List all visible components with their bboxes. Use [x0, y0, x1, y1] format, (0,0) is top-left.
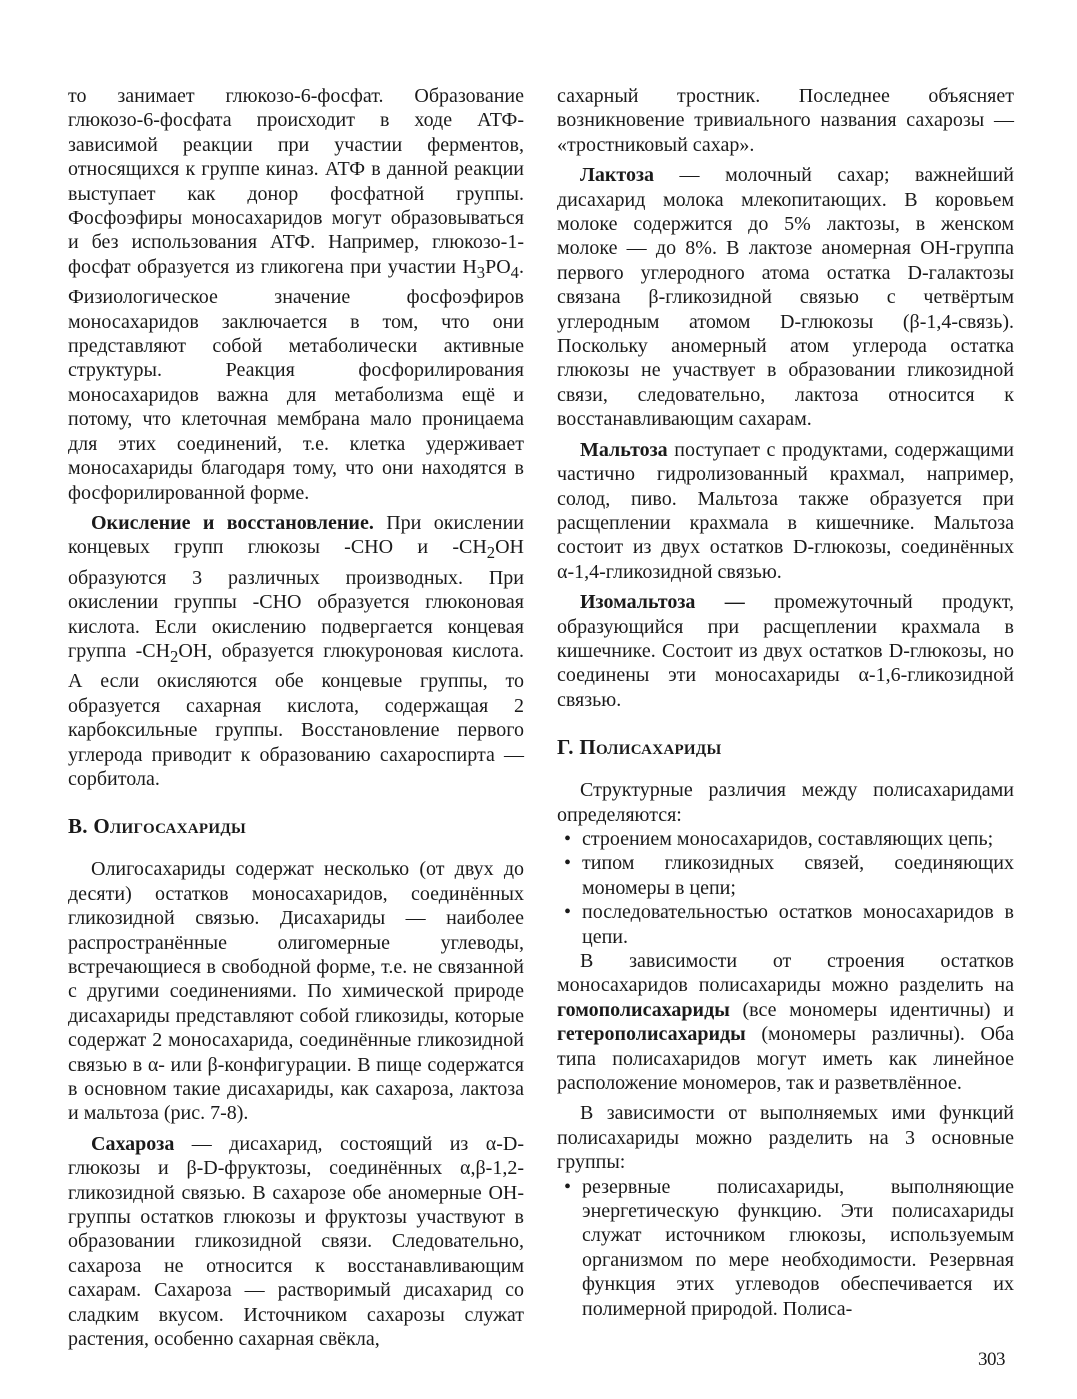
paragraph: то занимает глюкозо-6-фосфат. Образование глюкозо-6-фосфата происходит в ходе АТФ-зависимой реакции при участии ферментов, относящихся к группе киназ. АТФ в данной реакции выступает как донор фосфатной группы. Фосфоэфиры моносахаридов могут образовываться и без использования АТФ. Например, глюкозо-1-фосфат образуется из гликогена при участии $H_3PO_4$. Физиологическое значение фосфоэфиров моносахаридов заключается в том, что они представляют собой метаболически активные структуры. Реакция фосфорилирования моносахаридов важна для метаболизма ещё и потому, что клеточная мембрана мало проницаема для этих соединений, т.е. клетка удерживает моносахариды благодаря тому, что они находятся в фосфорилированной форме. [68, 85, 524, 504]
paragraph: Окисление и восстановление. При окислении концевых групп глюкозы -СНО и $-СН_2ОН$ образуются 3 различных производных. При окислении группы -СНО образуется глюконовая кислота. Если окислению подвергается концевая группа $-СН_2ОН$, образуется глюкуроновая кислота. А если окисляются обе концевые группы, то образуется сахарная кислота, содержащая 2 карбоксильные группы. Восстановление первого углерода приводит к образованию сахароспирта — сорбитола. [68, 511, 524, 790]
paragraph: Мальтоза поступает с продуктами, содержащими частично гидролизованный крахмал, например, солод, пиво. Мальтоза также образуется при расщеплении крахмала в кишечнике. Мальтоза состоит из двух остатков D-глюкозы, соединённых α-1,4-гликозидной связью. [557, 438, 1014, 583]
right-column [557, 84, 1014, 1321]
term: Изомальтоза — [580, 591, 745, 614]
term: Окисление и восстановление. [91, 511, 374, 534]
list-item: • типом гликозидных связей, соединяющих мономеры в цепи; [557, 851, 1014, 900]
term: Лактоза [580, 164, 655, 187]
list-item: • резервные полисахариды, выполняющие энергетическую функцию. Эти полисахариды служат источником глюкозы, используемым организмом по мере необходимости. Резервная функция этих углеводов обеспечивается их полимерной природой. Полиса- [557, 1175, 1014, 1321]
list-item: • строением моносахаридов, составляющих цепь; [557, 827, 1014, 851]
paragraph: Лактоза — молочный сахар; важнейший дисахарид молока млекопитающих. В коровьем молоке содержится до 5% лактозы, в женском молоке — до 8%. В лактозе аномерная ОН-группа первого углеродного атома остатка D-галактозы связана β-гликозидной связью с четвёртым углеродным атомом D-глюкозы (β-1,4-связь). Поскольку аномерный атом углерода остатка глюкозы не участвует в образовании гликозидной связи, следовательно, лактоза относится к восстанавливающим сахарам. [557, 164, 1014, 431]
term: Мальтоза [580, 438, 668, 461]
bullet-list [557, 827, 1014, 949]
bullet-list [557, 1175, 1014, 1321]
section-heading: Г. Полисахариды [557, 735, 722, 760]
page-number: 303 [978, 1349, 1005, 1370]
paragraph: В зависимости от строения остатков моносахаридов полисахариды можно разделить на гомополисахариды (все мономеры идентичны) и гетерополисахариды (мономеры различны). Оба типа полисахаридов могут иметь как линейное расположение мономеров, так и разветвлённое. [557, 950, 1014, 1095]
paragraph: В зависимости от выполняемых ими функций полисахариды можно разделить на 3 основные группы: [557, 1102, 1014, 1174]
term: гетерополисахариды [557, 1023, 746, 1046]
term: гомополисахариды [557, 998, 730, 1021]
term: Сахароза [91, 1132, 175, 1155]
paragraph: сахарный тростник. Последнее объясняет возникновение тривиального названия сахарозы — «тростниковый сахар». [557, 85, 1014, 156]
paragraph: Сахароза — дисахарид, состоящий из α-D-глюкозы и β-D-фруктозы, соединённых α,β-1,2-гликозидной связью. В сахарозе обе аномерные ОН-группы остатков глюкозы и фруктозы участвуют в образовании гликозидной связи. Следовательно, сахароза не относится к восстанавливающим сахарам. Сахароза — растворимый дисахарид со сладким вкусом. Источником сахарозы служат растения, особенно сахарная свёкла, [68, 1132, 524, 1351]
left-column [68, 84, 524, 1352]
section-heading: В. Олигосахариды [68, 814, 246, 839]
paragraph: Олигосахариды содержат несколько (от двух до десяти) остатков моносахаридов, соединённых гликозидной связью. Дисахариды — наиболее распространённые олигомерные углеводы, встречающиеся в свободной форме, т.е. не связанной с другими соединениями. По химической природе дисахариды представляют собой гликозиды, которые содержат 2 моносахарида, соединённые гликозидной связью в α- или β-конфигурации. В пище содержатся в основном такие дисахариды, как сахароза, лактоза и мальтоза (рис. 7-8). [68, 858, 524, 1125]
list-item: • последовательностью остатков моносахаридов в цепи. [557, 900, 1014, 949]
paragraph: Изомальтоза — промежуточный продукт, образующийся при расщеплении крахмала в кишечнике. Состоит из двух остатков D-глюкозы, но соединены эти моносахариды α-1,6-гликозидной связью. [557, 591, 1014, 711]
paragraph: Структурные различия между полисахаридами определяются: [557, 779, 1014, 826]
